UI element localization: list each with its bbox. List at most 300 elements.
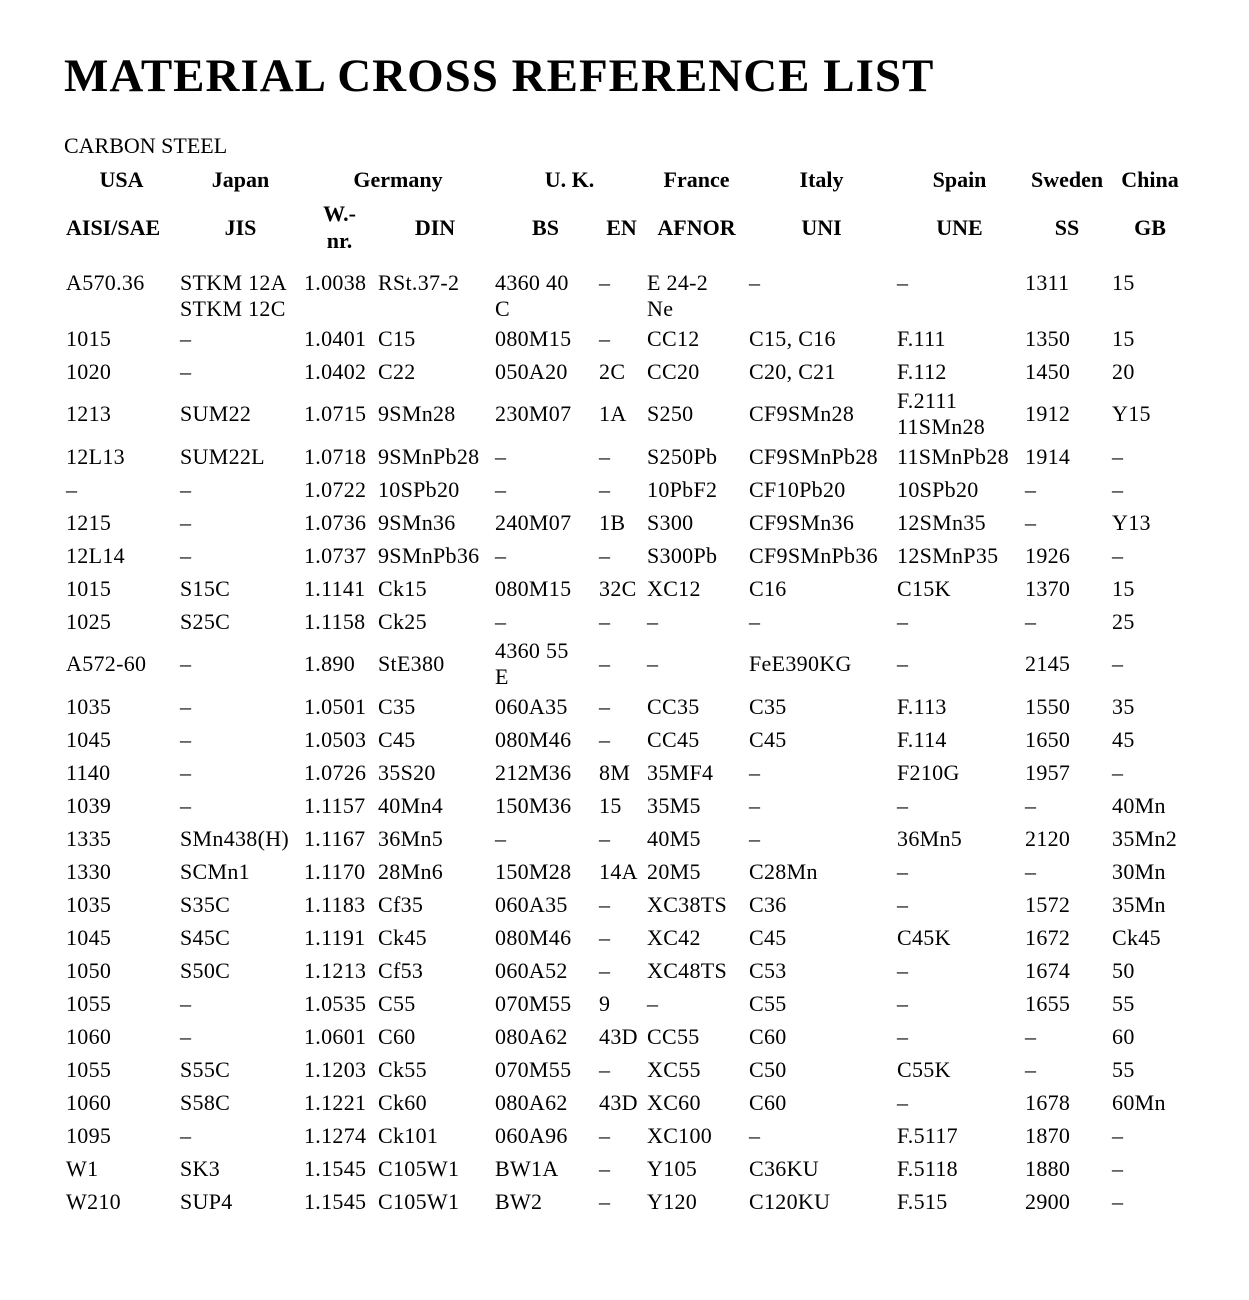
cell-uk-en: – — [599, 1056, 611, 1082]
cell-uk-en: 14A — [599, 858, 638, 884]
cell-uk-en: – — [599, 608, 611, 634]
cell-uk-bs: BW1A — [495, 1155, 559, 1181]
cell-spain-une: F.515 — [897, 1188, 948, 1214]
cell-uk-bs: 070M55 — [495, 990, 572, 1016]
cell-france-afnor: S300 — [647, 509, 694, 535]
cell-germany-din: C60 — [378, 1023, 416, 1049]
cell-usa-aisi: 1215 — [66, 509, 112, 535]
cell-sweden-ss: 2900 — [1025, 1188, 1071, 1214]
cell-france-afnor: – — [647, 651, 659, 676]
cell-uk-en: – — [599, 325, 611, 351]
cell-uk-en: 43D — [599, 1089, 638, 1115]
cell-uk-bs: 230M07 — [495, 401, 572, 426]
cell-sweden-ss: – — [1025, 1023, 1037, 1049]
cell-china-gb: 60 — [1112, 1023, 1135, 1049]
cell-japan-jis: SUM22 — [180, 401, 252, 426]
cell-sweden-ss: 1914 — [1025, 443, 1071, 469]
cell-germany-wnr: 1.1141 — [304, 575, 366, 601]
cell-sweden-ss: 1550 — [1025, 693, 1071, 719]
cell-usa-aisi: 1140 — [66, 759, 111, 785]
cell-germany-din: 28Mn6 — [378, 858, 444, 884]
cell-japan-jis: SCMn1 — [180, 858, 250, 884]
cell-germany-din: Ck55 — [378, 1056, 427, 1082]
cell-sweden-ss: 1572 — [1025, 891, 1071, 917]
standard-header-row — [63, 196, 1188, 258]
cell-uk-bs: 080A62 — [495, 1089, 568, 1115]
cell-france-afnor: XC38TS — [647, 891, 728, 917]
table-row — [63, 921, 1188, 954]
cell-japan-jis: SUM22L — [180, 443, 265, 469]
table-row — [63, 388, 1188, 440]
cell-japan-jis: – — [180, 476, 192, 502]
cell-spain-une: 10SPb20 — [897, 476, 979, 502]
cell-uk-bs: 080A62 — [495, 1023, 568, 1049]
cell-germany-din: C22 — [378, 358, 416, 384]
cell-usa-aisi: 12L13 — [66, 443, 125, 469]
cell-sweden-ss: – — [1025, 858, 1037, 884]
cell-uk-en: – — [599, 891, 611, 917]
cell-germany-wnr: 1.1183 — [304, 891, 366, 917]
cell-germany-din: RSt.37-2 — [378, 270, 460, 295]
cell-china-gb: – — [1112, 1188, 1124, 1214]
cell-uk-bs: – — [495, 608, 507, 634]
cell-germany-wnr: 1.0038 — [304, 270, 367, 295]
standard-afnor: AFNOR — [657, 214, 736, 240]
cell-germany-wnr: 1.1158 — [304, 608, 366, 634]
cell-sweden-ss: – — [1025, 792, 1037, 818]
cell-germany-wnr: 1.0401 — [304, 325, 367, 351]
table-row — [63, 1020, 1188, 1053]
table-row — [63, 987, 1188, 1020]
cell-spain-une: 36Mn5 — [897, 825, 963, 851]
table-row — [63, 1086, 1188, 1119]
cell-germany-din: C35 — [378, 693, 416, 719]
cell-italy-uni: CF9SMn28 — [749, 401, 855, 426]
country-header-row — [63, 163, 1188, 196]
cell-sweden-ss: 1350 — [1025, 325, 1071, 351]
cell-sweden-ss: 1650 — [1025, 726, 1071, 752]
standard-bs: BS — [532, 214, 559, 240]
cell-italy-uni: CF9SMnPb36 — [749, 542, 878, 568]
cell-japan-jis: – — [180, 1023, 192, 1049]
cell-sweden-ss: 1880 — [1025, 1155, 1071, 1181]
cell-japan-jis: SMn438(H) — [180, 825, 290, 851]
cell-japan-jis: – — [180, 792, 192, 818]
cell-japan-jis: S55C — [180, 1056, 231, 1082]
cell-france-afnor: – — [647, 990, 659, 1016]
cell-usa-aisi: W210 — [66, 1188, 121, 1214]
cell-sweden-ss: 1655 — [1025, 990, 1071, 1016]
cell-uk-en: – — [599, 693, 611, 719]
cell-uk-bs: 060A96 — [495, 1122, 568, 1148]
cell-spain-une: F.113 — [897, 693, 947, 719]
cell-italy-uni: CF10Pb20 — [749, 476, 846, 502]
cell-usa-aisi: 1035 — [66, 693, 112, 719]
cell-japan-jis: – — [180, 990, 192, 1016]
table-row — [63, 954, 1188, 987]
cell-usa-aisi: 1050 — [66, 957, 112, 983]
cell-italy-uni: CF9SMn36 — [749, 509, 855, 535]
cell-germany-wnr: 1.0501 — [304, 693, 367, 719]
table-row — [63, 822, 1188, 855]
cell-china-gb: – — [1112, 476, 1124, 502]
table-row — [63, 723, 1188, 756]
table-row — [63, 539, 1188, 572]
cell-germany-din: C45 — [378, 726, 416, 752]
cell-japan-jis: – — [180, 509, 192, 535]
cell-germany-din: 9SMnPb28 — [378, 443, 480, 469]
cell-france-afnor: XC55 — [647, 1056, 701, 1082]
cell-spain-une: – — [897, 1089, 909, 1115]
cell-france-afnor: XC12 — [647, 575, 701, 601]
cell-germany-wnr: 1.0715 — [304, 401, 367, 426]
cell-germany-din: 9SMn36 — [378, 509, 456, 535]
cell-uk-bs: 060A35 — [495, 693, 568, 719]
cell-china-gb: 35 — [1112, 693, 1135, 719]
cell-italy-uni: C45 — [749, 924, 787, 950]
cell-china-gb: 35Mn — [1112, 891, 1166, 917]
cell-italy-uni: C50 — [749, 1056, 787, 1082]
cell-china-gb: 45 — [1112, 726, 1135, 752]
cell-italy-uni: – — [749, 759, 761, 785]
cell-china-gb: 60Mn — [1112, 1089, 1166, 1115]
cell-germany-din: Cf53 — [378, 957, 424, 983]
cell-japan-jis: – — [180, 542, 192, 568]
cell-japan-jis: – — [180, 651, 192, 676]
cell-spain-une: F210G — [897, 759, 960, 785]
cell-japan-jis: S45C — [180, 924, 231, 950]
cell-france-afnor: 35M5 — [647, 792, 701, 818]
cell-uk-en: – — [599, 1188, 611, 1214]
cell-usa-aisi: 1213 — [66, 401, 112, 426]
cell-usa-aisi: 1035 — [66, 891, 112, 917]
table-row — [63, 789, 1188, 822]
table-row — [63, 1053, 1188, 1086]
standard-werkstoff-nr: W.- nr. — [323, 201, 356, 253]
cell-japan-jis: – — [180, 693, 192, 719]
cell-france-afnor: 35MF4 — [647, 759, 714, 785]
cell-germany-din: Ck15 — [378, 575, 427, 601]
standard-ss: SS — [1054, 214, 1080, 240]
cell-uk-en: – — [599, 476, 611, 502]
cell-germany-wnr: 1.0737 — [304, 542, 367, 568]
cell-uk-en: 43D — [599, 1023, 638, 1049]
cell-uk-bs: 4360 55 E — [495, 638, 569, 689]
cell-china-gb: 25 — [1112, 608, 1135, 634]
cell-china-gb: – — [1112, 542, 1124, 568]
cell-france-afnor: 10PbF2 — [647, 476, 718, 502]
cell-usa-aisi: 1015 — [66, 575, 112, 601]
cell-japan-jis: – — [180, 726, 192, 752]
cell-germany-wnr: 1.1157 — [304, 792, 366, 818]
cell-uk-en: – — [599, 651, 611, 676]
cell-sweden-ss: 1926 — [1025, 542, 1071, 568]
cell-germany-din: 36Mn5 — [378, 825, 444, 851]
cell-spain-une: 11SMnPb28 — [897, 443, 1009, 469]
cell-italy-uni: – — [749, 608, 761, 634]
cell-spain-une: – — [897, 651, 909, 676]
cell-france-afnor: CC45 — [647, 726, 700, 752]
cell-china-gb: Y15 — [1112, 401, 1151, 426]
cell-spain-une: – — [897, 1023, 909, 1049]
cell-sweden-ss: 1311 — [1025, 270, 1070, 295]
cell-germany-wnr: 1.0601 — [304, 1023, 367, 1049]
cell-usa-aisi: 1055 — [66, 990, 112, 1016]
cell-china-gb: – — [1112, 1122, 1124, 1148]
cell-italy-uni: C45 — [749, 726, 787, 752]
table-row — [63, 355, 1188, 388]
cell-germany-din: Ck101 — [378, 1122, 439, 1148]
cell-uk-en: 32C — [599, 575, 637, 601]
cell-italy-uni: C36KU — [749, 1155, 819, 1181]
cell-china-gb: – — [1112, 759, 1124, 785]
cell-germany-din: C55 — [378, 990, 416, 1016]
cell-china-gb: 15 — [1112, 325, 1135, 351]
cell-italy-uni: C55 — [749, 990, 787, 1016]
cell-china-gb: 15 — [1112, 270, 1135, 295]
cell-italy-uni: FeE390KG — [749, 651, 852, 676]
cell-uk-bs: – — [495, 476, 507, 502]
cell-sweden-ss: 1678 — [1025, 1089, 1071, 1115]
cell-japan-jis: – — [180, 1122, 192, 1148]
standard-jis: JIS — [224, 214, 257, 240]
country-china: China — [1121, 166, 1179, 192]
cell-france-afnor: XC60 — [647, 1089, 701, 1115]
cell-uk-bs: 080M46 — [495, 726, 572, 752]
cell-spain-une: F.5118 — [897, 1155, 958, 1181]
cell-france-afnor: S300Pb — [647, 542, 718, 568]
cell-france-afnor: 20M5 — [647, 858, 701, 884]
cell-germany-wnr: 1.1221 — [304, 1089, 367, 1115]
cell-uk-bs: – — [495, 542, 507, 568]
cell-spain-une: – — [897, 891, 909, 917]
cell-germany-din: C15 — [378, 325, 416, 351]
cell-uk-en: – — [599, 443, 611, 469]
cell-sweden-ss: 1674 — [1025, 957, 1071, 983]
cell-uk-bs: BW2 — [495, 1188, 543, 1214]
cell-france-afnor: CC12 — [647, 325, 700, 351]
cell-spain-une: 12SMn35 — [897, 509, 986, 535]
table-row — [63, 266, 1188, 322]
cell-uk-bs: 4360 40 C — [495, 270, 569, 321]
cell-japan-jis: SK3 — [180, 1155, 221, 1181]
cell-italy-uni: CF9SMnPb28 — [749, 443, 878, 469]
cell-uk-en: 8M — [599, 759, 631, 785]
cell-germany-din: Ck25 — [378, 608, 427, 634]
cell-sweden-ss: 2120 — [1025, 825, 1071, 851]
cell-uk-en: 2C — [599, 358, 626, 384]
cell-china-gb: Ck45 — [1112, 924, 1161, 950]
cell-spain-une: – — [897, 990, 909, 1016]
cell-france-afnor: CC55 — [647, 1023, 700, 1049]
cell-sweden-ss: 1672 — [1025, 924, 1071, 950]
cell-sweden-ss: 1450 — [1025, 358, 1071, 384]
cell-germany-wnr: 1.1545 — [304, 1155, 367, 1181]
cell-china-gb: 15 — [1112, 575, 1135, 601]
cell-japan-jis: – — [180, 325, 192, 351]
table-row — [63, 1185, 1188, 1218]
table-body — [63, 266, 1188, 1218]
table-row — [63, 506, 1188, 539]
cell-uk-en: 1A — [599, 401, 627, 426]
cell-uk-bs: 240M07 — [495, 509, 572, 535]
cell-usa-aisi: 1060 — [66, 1089, 112, 1115]
cell-germany-wnr: 1.890 — [304, 651, 355, 676]
standard-une: UNE — [936, 214, 983, 240]
cell-usa-aisi: A570.36 — [66, 270, 145, 295]
cell-japan-jis: S50C — [180, 957, 231, 983]
cell-usa-aisi: 1020 — [66, 358, 112, 384]
cell-uk-bs: 070M55 — [495, 1056, 572, 1082]
cell-uk-en: – — [599, 542, 611, 568]
cell-germany-wnr: 1.0402 — [304, 358, 367, 384]
cell-usa-aisi: 1025 — [66, 608, 112, 634]
cell-china-gb: 40Mn — [1112, 792, 1166, 818]
section-heading: CARBON STEEL — [64, 133, 228, 158]
cell-france-afnor: Y120 — [647, 1188, 698, 1214]
cell-italy-uni: – — [749, 825, 761, 851]
cell-uk-en: – — [599, 1122, 611, 1148]
cell-spain-une: C45K — [897, 924, 951, 950]
page-title: MATERIAL CROSS REFERENCE LIST — [64, 50, 935, 102]
cell-france-afnor: – — [647, 608, 659, 634]
country-spain: Spain — [932, 166, 987, 192]
cell-sweden-ss: – — [1025, 476, 1037, 502]
cell-china-gb: Y13 — [1112, 509, 1151, 535]
cell-usa-aisi: 1060 — [66, 1023, 112, 1049]
cell-spain-une: 12SMnP35 — [897, 542, 999, 568]
cell-china-gb: 20 — [1112, 358, 1135, 384]
cell-china-gb: – — [1112, 443, 1124, 469]
cell-uk-bs: 212M36 — [495, 759, 572, 785]
cell-germany-wnr: 1.0722 — [304, 476, 367, 502]
standard-en: EN — [606, 214, 637, 240]
cell-germany-wnr: 1.1274 — [304, 1122, 367, 1148]
cell-germany-din: 10SPb20 — [378, 476, 460, 502]
table-row — [63, 638, 1188, 690]
cell-spain-une: F.2111 11SMn28 — [897, 388, 986, 439]
cell-usa-aisi: 1055 — [66, 1056, 112, 1082]
cell-germany-wnr: 1.0736 — [304, 509, 367, 535]
country-sweden: Sweden — [1030, 166, 1104, 192]
cell-spain-une: C55K — [897, 1056, 951, 1082]
cell-sweden-ss: 1957 — [1025, 759, 1071, 785]
cell-germany-din: 9SMnPb36 — [378, 542, 480, 568]
cell-japan-jis: S25C — [180, 608, 231, 634]
standard-uni: UNI — [801, 214, 842, 240]
cell-uk-bs: – — [495, 825, 507, 851]
cell-china-gb: 55 — [1112, 990, 1135, 1016]
cell-usa-aisi: 1330 — [66, 858, 112, 884]
cell-china-gb: 30Mn — [1112, 858, 1166, 884]
cell-china-gb: 55 — [1112, 1056, 1135, 1082]
cell-spain-une: F.111 — [897, 325, 946, 351]
cell-japan-jis: SUP4 — [180, 1188, 233, 1214]
cell-usa-aisi: 12L14 — [66, 542, 125, 568]
cell-usa-aisi: 1045 — [66, 726, 112, 752]
cell-spain-une: – — [897, 792, 909, 818]
cell-usa-aisi: 1015 — [66, 325, 112, 351]
cell-france-afnor: E 24-2 Ne — [647, 270, 709, 321]
cell-usa-aisi: 1095 — [66, 1122, 112, 1148]
cell-uk-bs: 060A35 — [495, 891, 568, 917]
country-france: France — [663, 166, 730, 192]
cell-japan-jis: STKM 12A STKM 12C — [180, 270, 287, 321]
cell-japan-jis: S35C — [180, 891, 231, 917]
cell-spain-une: – — [897, 858, 909, 884]
cell-usa-aisi: W1 — [66, 1155, 99, 1181]
table-header — [63, 163, 1188, 266]
table-row — [63, 855, 1188, 888]
table-row — [63, 473, 1188, 506]
cell-germany-wnr: 1.1191 — [304, 924, 366, 950]
cell-germany-wnr: 1.0503 — [304, 726, 367, 752]
table-row — [63, 1119, 1188, 1152]
cell-france-afnor: S250 — [647, 401, 694, 426]
cell-italy-uni: – — [749, 270, 761, 295]
country-japan: Japan — [211, 166, 270, 192]
cell-sweden-ss: 1912 — [1025, 401, 1071, 426]
standard-aisi-sae: AISI/SAE — [66, 214, 161, 240]
cell-sweden-ss: – — [1025, 1056, 1037, 1082]
cell-uk-en: – — [599, 957, 611, 983]
cell-spain-une: – — [897, 608, 909, 634]
cell-france-afnor: S250Pb — [647, 443, 718, 469]
cell-italy-uni: C20, C21 — [749, 358, 836, 384]
cell-germany-din: Ck60 — [378, 1089, 427, 1115]
cell-germany-din: Ck45 — [378, 924, 427, 950]
cell-italy-uni: C120KU — [749, 1188, 831, 1214]
cell-france-afnor: CC35 — [647, 693, 700, 719]
cell-france-afnor: 40M5 — [647, 825, 701, 851]
cell-italy-uni: C60 — [749, 1023, 787, 1049]
cell-spain-une: C15K — [897, 575, 951, 601]
cell-spain-une: – — [897, 957, 909, 983]
cell-italy-uni: C60 — [749, 1089, 787, 1115]
cell-sweden-ss: 1870 — [1025, 1122, 1071, 1148]
cell-germany-din: C105W1 — [378, 1155, 460, 1181]
cell-germany-din: StE380 — [378, 651, 445, 676]
cell-france-afnor: XC42 — [647, 924, 701, 950]
country-italy: Italy — [799, 166, 844, 192]
cell-sweden-ss: – — [1025, 509, 1037, 535]
cell-italy-uni: C16 — [749, 575, 787, 601]
cell-japan-jis: – — [180, 759, 192, 785]
cell-uk-bs: 080M15 — [495, 325, 572, 351]
cell-germany-din: Cf35 — [378, 891, 424, 917]
cell-spain-une: F.114 — [897, 726, 947, 752]
cell-sweden-ss: 1370 — [1025, 575, 1071, 601]
country-uk: U. K. — [544, 166, 595, 192]
cell-sweden-ss: – — [1025, 608, 1037, 634]
cell-uk-en: 1B — [599, 509, 626, 535]
table-row — [63, 1152, 1188, 1185]
cell-germany-wnr: 1.0726 — [304, 759, 367, 785]
cell-uk-en: 9 — [599, 990, 611, 1016]
cell-usa-aisi: – — [66, 476, 78, 502]
cell-italy-uni: C36 — [749, 891, 787, 917]
cell-japan-jis: S15C — [180, 575, 231, 601]
cell-germany-wnr: 1.1170 — [304, 858, 366, 884]
cell-spain-une: – — [897, 270, 909, 295]
cell-uk-bs: 150M36 — [495, 792, 572, 818]
cell-uk-en: – — [599, 1155, 611, 1181]
table-row — [63, 605, 1188, 638]
cell-germany-wnr: 1.1203 — [304, 1056, 367, 1082]
country-usa: USA — [99, 166, 144, 192]
cell-uk-bs: 080M15 — [495, 575, 572, 601]
cell-uk-bs: – — [495, 443, 507, 469]
